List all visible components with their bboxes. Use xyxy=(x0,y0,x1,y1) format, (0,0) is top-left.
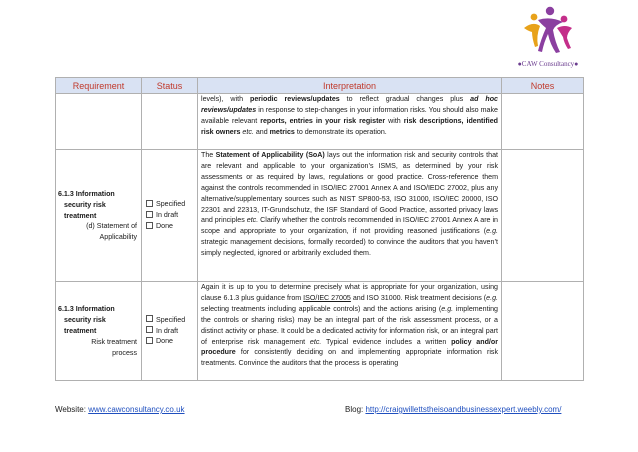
status-cell xyxy=(142,150,198,282)
header-status: Status xyxy=(142,78,198,94)
status-cell xyxy=(142,94,198,150)
checkbox-icon[interactable] xyxy=(146,315,153,322)
notes-cell[interactable] xyxy=(502,94,584,150)
checkbox-icon[interactable] xyxy=(146,326,153,333)
status-option-done[interactable]: Done xyxy=(146,336,197,347)
requirement-cell xyxy=(56,282,142,381)
interpretation-cell: Again it is up to you to determine precisely what is appropriate for your organization, using clause 6.1.3 plus guidance from ISO/IEC 27005 and ISO 31000. Risk treatment decisions (e.g. selecting treatments including applicable controls) and the actions arising (e.g. implementing the controls or sharing risks) may be an integral part of the risk assessment process, or a distinct activity or phase. It could be a dedicated activity for information risk, or an integral part of enterprise risk management etc. Typical evidence includes a written policy and/or procedure for consistently deciding on and implementing appropriate information risk treatments. Convince the auditors that the process is operating xyxy=(198,282,502,381)
requirement-title: 6.1.3 Information security risk treatment xyxy=(58,189,115,220)
notes-cell[interactable] xyxy=(502,150,584,282)
table-header-row xyxy=(56,78,584,94)
status-option-specified[interactable]: Specified xyxy=(146,199,197,210)
people-logo-icon xyxy=(508,6,588,60)
status-option-in-draft[interactable]: In draft xyxy=(146,326,197,337)
checkbox-icon[interactable] xyxy=(146,200,153,207)
checkbox-icon[interactable] xyxy=(146,222,153,229)
requirement-subtitle: (d) Statement of Applicability xyxy=(86,222,137,242)
requirement-subtitle: Risk treatment process xyxy=(91,337,137,357)
status-option-specified[interactable]: Specified xyxy=(146,315,197,326)
requirement-cell xyxy=(56,94,142,150)
header-interpretation: Interpretation xyxy=(198,78,502,94)
checkbox-icon[interactable] xyxy=(146,211,153,218)
requirement-title: 6.1.3 Information security risk treatment xyxy=(58,305,115,336)
table-row xyxy=(56,282,584,381)
status-option-in-draft[interactable]: In draft xyxy=(146,210,197,221)
company-logo xyxy=(508,6,588,70)
interpretation-cell: levels), with periodic reviews/updates to reflect gradual changes plus ad hoc reviews/updates in response to step-changes in your information risks. You should also make available relevant reports, entries in your risk register with risk descriptions, identified risk owners etc. and metrics to demonstrate its operation. xyxy=(198,94,502,150)
notes-cell[interactable] xyxy=(502,282,584,381)
interpretation-cell: The Statement of Applicability (SoA) lays out the information risk and security controls that are relevant and applicable to your organization’s ISMS, as determined by your risk assessments or as required by laws, regulations or good practice. Cross-reference them against the controls recommended in ISO/IEC 27001 Annex A and ISO/IEDC 27002, plus any alternative/supplementary sources such as NIST SP800-53, ISO 31000, ISO/IEC 20000, ISO 22301 and 22313, IT-Grundschutz, the ISF Standard of Good Practice, assorted privacy laws and principles etc. Clarify whether the controls recommended in ISO/IEC 27001 Annex A are in scope and appropriate to your organization, if not providing reasoned justifications (e.g. strategic management decisions, formally recorded) to convince the auditors that you haven’t simply neglected, ignored or arbitrarily excluded them. xyxy=(198,150,502,282)
footer-blog: Blog: http://craigwillettstheisoandbusinessexpert.weebly.com/ xyxy=(345,405,562,414)
requirement-cell xyxy=(56,150,142,282)
checkbox-icon[interactable] xyxy=(146,337,153,344)
status-cell xyxy=(142,282,198,381)
website-link[interactable]: www.cawconsultancy.co.uk xyxy=(88,405,185,414)
header-requirement: Requirement xyxy=(56,78,142,94)
header-notes: Notes xyxy=(502,78,584,94)
iso-requirements-table xyxy=(55,77,584,381)
table-row xyxy=(56,150,584,282)
table-row xyxy=(56,94,584,150)
logo-text: ●CAW Consultancy● xyxy=(517,60,579,68)
blog-link[interactable]: http://craigwillettstheisoandbusinessexpert.weebly.com/ xyxy=(365,405,562,414)
status-option-done[interactable]: Done xyxy=(146,221,197,232)
footer-website: Website: www.cawconsultancy.co.uk xyxy=(55,405,185,414)
